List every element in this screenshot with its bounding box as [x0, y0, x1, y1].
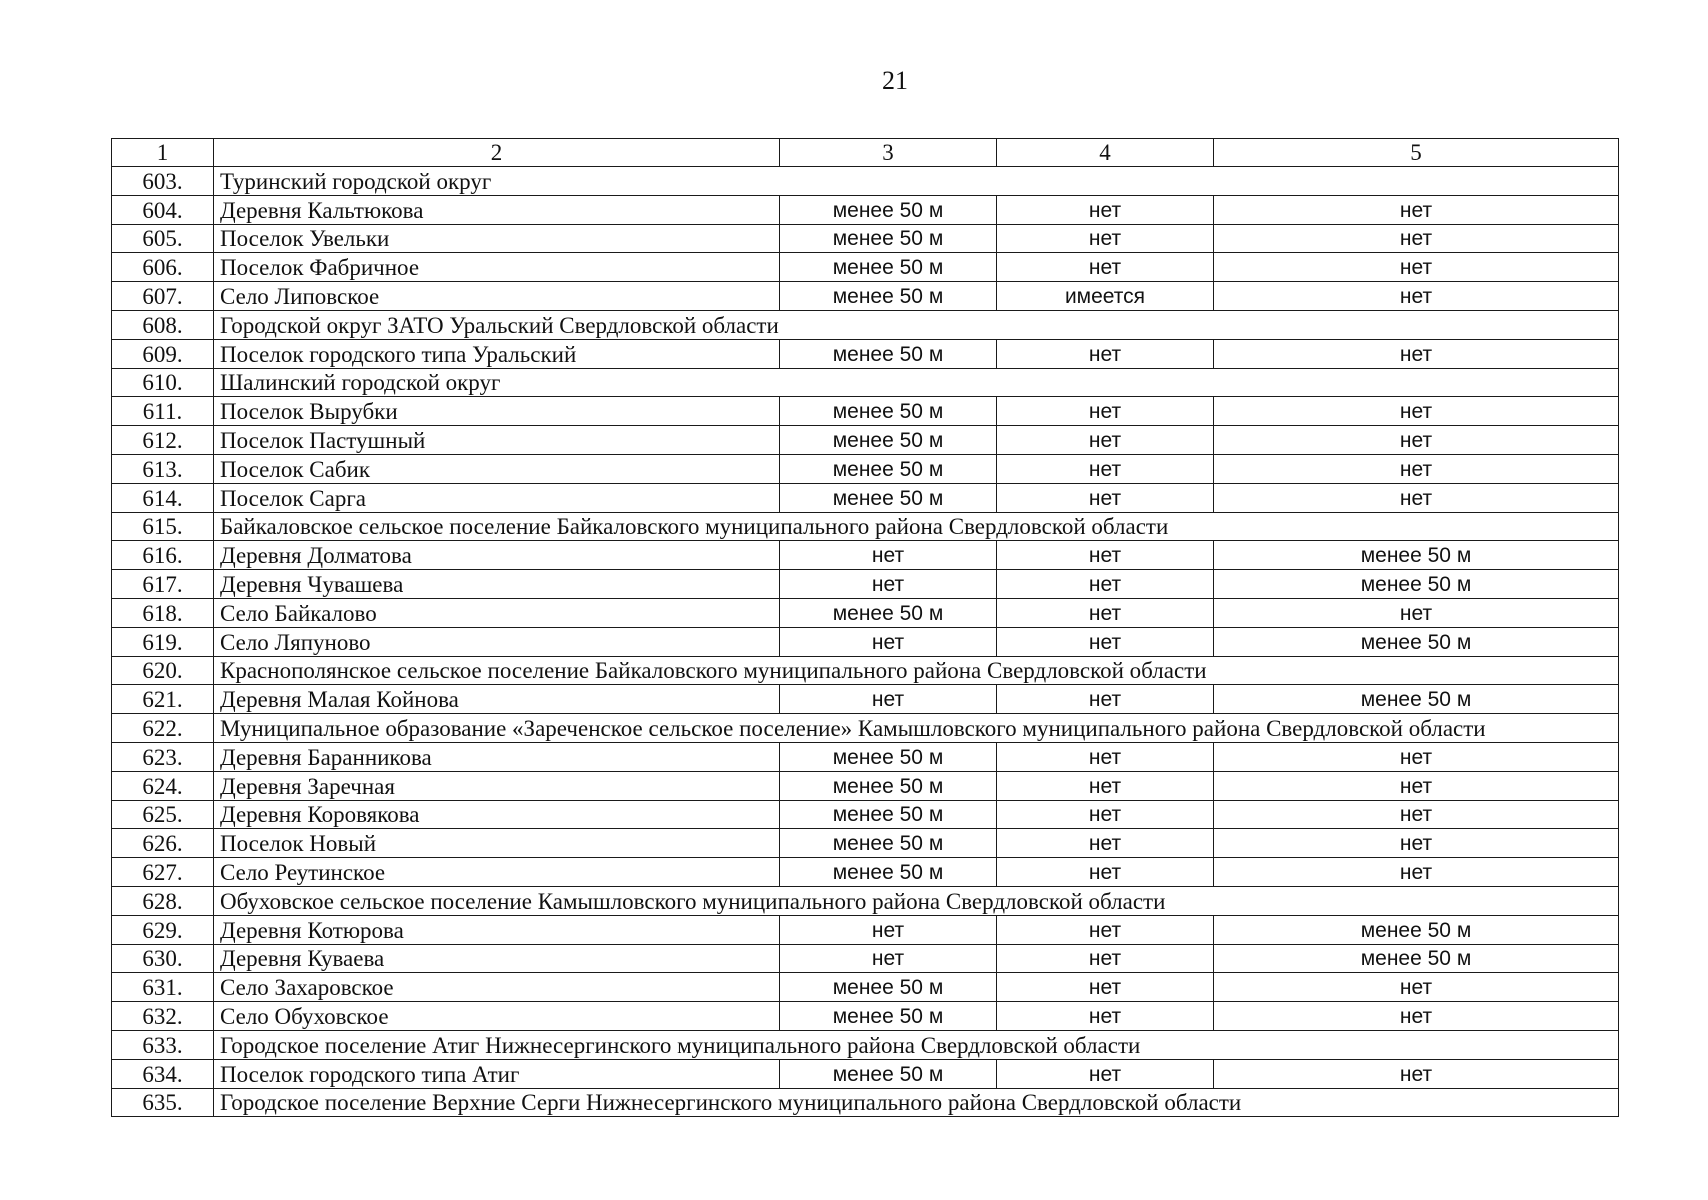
- cell-column-4: нет: [997, 454, 1214, 483]
- row-number: 618.: [112, 598, 214, 627]
- municipality-name: Краснополянское сельское поселение Байкаловского муниципального района Свердловской области: [214, 656, 1619, 685]
- row-number: 621.: [112, 685, 214, 714]
- settlement-name: Поселок городского типа Уральский: [214, 339, 780, 368]
- cell-column-3: нет: [780, 944, 997, 973]
- table-row: [112, 771, 1619, 800]
- table-header-row: [112, 139, 1619, 167]
- row-number: 632.: [112, 1002, 214, 1031]
- cell-column-5: нет: [1214, 454, 1619, 483]
- cell-column-3: менее 50 м: [780, 858, 997, 887]
- settlement-name: Поселок Вырубки: [214, 397, 780, 426]
- row-number: 611.: [112, 397, 214, 426]
- cell-column-5: нет: [1214, 771, 1619, 800]
- table-row: [112, 627, 1619, 656]
- cell-column-4: нет: [997, 426, 1214, 455]
- section-row: [112, 714, 1619, 743]
- settlement-name: Поселок Фабричное: [214, 253, 780, 282]
- cell-column-3: менее 50 м: [780, 339, 997, 368]
- table-row: [112, 570, 1619, 599]
- cell-column-5: нет: [1214, 829, 1619, 858]
- settlement-name: Деревня Кальтюкова: [214, 195, 780, 224]
- section-row: [112, 512, 1619, 541]
- cell-column-3: менее 50 м: [780, 829, 997, 858]
- cell-column-3: менее 50 м: [780, 426, 997, 455]
- table-body: [112, 167, 1619, 1117]
- cell-column-5: нет: [1214, 800, 1619, 829]
- cell-column-3: менее 50 м: [780, 973, 997, 1002]
- cell-column-5: нет: [1214, 598, 1619, 627]
- cell-column-5: нет: [1214, 282, 1619, 311]
- municipality-name: Городской округ ЗАТО Уральский Свердловской области: [214, 310, 1619, 339]
- table-row: [112, 224, 1619, 253]
- cell-column-4: нет: [997, 742, 1214, 771]
- cell-column-5: нет: [1214, 742, 1619, 771]
- cell-column-5: нет: [1214, 195, 1619, 224]
- row-number: 617.: [112, 570, 214, 599]
- cell-column-3: менее 50 м: [780, 253, 997, 282]
- settlement-name: Деревня Котюрова: [214, 915, 780, 944]
- settlement-name: Поселок Сабик: [214, 454, 780, 483]
- settlement-name: Деревня Баранникова: [214, 742, 780, 771]
- table-row: [112, 742, 1619, 771]
- settlement-name: Поселок Увельки: [214, 224, 780, 253]
- column-header: 4: [997, 139, 1214, 167]
- table-row: [112, 339, 1619, 368]
- municipality-name: Обуховское сельское поселение Камышловского муниципального района Свердловской области: [214, 886, 1619, 915]
- settlement-name: Поселок городского типа Атиг: [214, 1059, 780, 1088]
- table-row: [112, 454, 1619, 483]
- cell-column-5: нет: [1214, 973, 1619, 1002]
- row-number: 635.: [112, 1088, 214, 1117]
- municipality-name: Туринский городской округ: [214, 167, 1619, 196]
- cell-column-4: нет: [997, 800, 1214, 829]
- cell-column-3: менее 50 м: [780, 282, 997, 311]
- cell-column-5: нет: [1214, 858, 1619, 887]
- municipality-name: Шалинский городской округ: [214, 368, 1619, 397]
- cell-column-3: нет: [780, 685, 997, 714]
- cell-column-3: менее 50 м: [780, 1059, 997, 1088]
- row-number: 608.: [112, 310, 214, 339]
- municipality-name: Городское поселение Атиг Нижнесергинского муниципального района Свердловской области: [214, 1030, 1619, 1059]
- cell-column-4: нет: [997, 771, 1214, 800]
- column-header: 5: [1214, 139, 1619, 167]
- cell-column-4: нет: [997, 944, 1214, 973]
- settlement-name: Деревня Заречная: [214, 771, 780, 800]
- cell-column-4: нет: [997, 915, 1214, 944]
- settlement-name: Деревня Долматова: [214, 541, 780, 570]
- row-number: 623.: [112, 742, 214, 771]
- cell-column-5: менее 50 м: [1214, 915, 1619, 944]
- column-header: 1: [112, 139, 214, 167]
- table-row: [112, 282, 1619, 311]
- row-number: 627.: [112, 858, 214, 887]
- cell-column-4: нет: [997, 685, 1214, 714]
- row-number: 622.: [112, 714, 214, 743]
- settlements-table: [111, 138, 1619, 1117]
- row-number: 624.: [112, 771, 214, 800]
- cell-column-5: нет: [1214, 339, 1619, 368]
- table-row: [112, 944, 1619, 973]
- cell-column-4: нет: [997, 858, 1214, 887]
- page-number: 21: [882, 66, 908, 95]
- cell-column-4: нет: [997, 829, 1214, 858]
- cell-column-4: нет: [997, 253, 1214, 282]
- cell-column-4: нет: [997, 483, 1214, 512]
- cell-column-4: нет: [997, 973, 1214, 1002]
- row-number: 634.: [112, 1059, 214, 1088]
- settlement-name: Поселок Пастушный: [214, 426, 780, 455]
- section-row: [112, 886, 1619, 915]
- cell-column-5: нет: [1214, 1002, 1619, 1031]
- cell-column-5: нет: [1214, 1059, 1619, 1088]
- row-number: 609.: [112, 339, 214, 368]
- section-row: [112, 368, 1619, 397]
- cell-column-5: менее 50 м: [1214, 570, 1619, 599]
- section-row: [112, 1088, 1619, 1117]
- cell-column-3: нет: [780, 915, 997, 944]
- row-number: 619.: [112, 627, 214, 656]
- column-header: 2: [214, 139, 780, 167]
- row-number: 625.: [112, 800, 214, 829]
- row-number: 616.: [112, 541, 214, 570]
- municipality-name: Городское поселение Верхние Серги Нижнесергинского муниципального района Свердловской области: [214, 1088, 1619, 1117]
- cell-column-4: нет: [997, 195, 1214, 224]
- cell-column-5: менее 50 м: [1214, 944, 1619, 973]
- row-number: 612.: [112, 426, 214, 455]
- settlement-name: Деревня Чувашева: [214, 570, 780, 599]
- row-number: 628.: [112, 886, 214, 915]
- row-number: 605.: [112, 224, 214, 253]
- table-row: [112, 541, 1619, 570]
- cell-column-3: менее 50 м: [780, 454, 997, 483]
- cell-column-5: нет: [1214, 426, 1619, 455]
- settlement-name: Поселок Новый: [214, 829, 780, 858]
- cell-column-4: имеется: [997, 282, 1214, 311]
- cell-column-3: менее 50 м: [780, 483, 997, 512]
- table-row: [112, 973, 1619, 1002]
- row-number: 614.: [112, 483, 214, 512]
- row-number: 606.: [112, 253, 214, 282]
- row-number: 613.: [112, 454, 214, 483]
- cell-column-4: нет: [997, 397, 1214, 426]
- cell-column-5: нет: [1214, 483, 1619, 512]
- cell-column-5: менее 50 м: [1214, 627, 1619, 656]
- cell-column-5: нет: [1214, 253, 1619, 282]
- row-number: 604.: [112, 195, 214, 224]
- cell-column-3: менее 50 м: [780, 771, 997, 800]
- table-row: [112, 1002, 1619, 1031]
- table-row: [112, 195, 1619, 224]
- settlement-name: Деревня Куваева: [214, 944, 780, 973]
- row-number: 631.: [112, 973, 214, 1002]
- row-number: 620.: [112, 656, 214, 685]
- cell-column-4: нет: [997, 627, 1214, 656]
- cell-column-3: менее 50 м: [780, 1002, 997, 1031]
- settlement-name: Село Байкалово: [214, 598, 780, 627]
- cell-column-4: нет: [997, 570, 1214, 599]
- row-number: 626.: [112, 829, 214, 858]
- cell-column-5: нет: [1214, 224, 1619, 253]
- table-row: [112, 253, 1619, 282]
- cell-column-3: нет: [780, 627, 997, 656]
- table-row: [112, 858, 1619, 887]
- settlement-name: Деревня Малая Койнова: [214, 685, 780, 714]
- table-row: [112, 915, 1619, 944]
- cell-column-3: менее 50 м: [780, 800, 997, 829]
- settlement-name: Село Ляпуново: [214, 627, 780, 656]
- table-row: [112, 1059, 1619, 1088]
- cell-column-3: нет: [780, 541, 997, 570]
- table-row: [112, 685, 1619, 714]
- row-number: 615.: [112, 512, 214, 541]
- settlement-name: Поселок Сарга: [214, 483, 780, 512]
- cell-column-4: нет: [997, 1059, 1214, 1088]
- cell-column-3: менее 50 м: [780, 598, 997, 627]
- municipality-name: Байкаловское сельское поселение Байкаловского муниципального района Свердловской области: [214, 512, 1619, 541]
- cell-column-4: нет: [997, 224, 1214, 253]
- cell-column-4: нет: [997, 339, 1214, 368]
- section-row: [112, 1030, 1619, 1059]
- row-number: 610.: [112, 368, 214, 397]
- table-row: [112, 483, 1619, 512]
- cell-column-3: нет: [780, 570, 997, 599]
- section-row: [112, 656, 1619, 685]
- cell-column-3: менее 50 м: [780, 224, 997, 253]
- cell-column-5: нет: [1214, 397, 1619, 426]
- cell-column-3: менее 50 м: [780, 195, 997, 224]
- cell-column-3: менее 50 м: [780, 742, 997, 771]
- settlement-name: Село Обуховское: [214, 1002, 780, 1031]
- cell-column-4: нет: [997, 541, 1214, 570]
- cell-column-5: менее 50 м: [1214, 685, 1619, 714]
- table-row: [112, 397, 1619, 426]
- column-header: 3: [780, 139, 997, 167]
- table-row: [112, 598, 1619, 627]
- cell-column-5: менее 50 м: [1214, 541, 1619, 570]
- table-row: [112, 426, 1619, 455]
- settlement-name: Деревня Коровякова: [214, 800, 780, 829]
- row-number: 603.: [112, 167, 214, 196]
- cell-column-4: нет: [997, 598, 1214, 627]
- settlement-name: Село Реутинское: [214, 858, 780, 887]
- settlement-name: Село Захаровское: [214, 973, 780, 1002]
- row-number: 607.: [112, 282, 214, 311]
- municipality-name: Муниципальное образование «Зареченское сельское поселение» Камышловского муниципального района Свердловской области: [214, 714, 1619, 743]
- row-number: 633.: [112, 1030, 214, 1059]
- row-number: 629.: [112, 915, 214, 944]
- section-row: [112, 167, 1619, 196]
- cell-column-4: нет: [997, 1002, 1214, 1031]
- table-row: [112, 829, 1619, 858]
- settlement-name: Село Липовское: [214, 282, 780, 311]
- cell-column-3: менее 50 м: [780, 397, 997, 426]
- row-number: 630.: [112, 944, 214, 973]
- section-row: [112, 310, 1619, 339]
- table-row: [112, 800, 1619, 829]
